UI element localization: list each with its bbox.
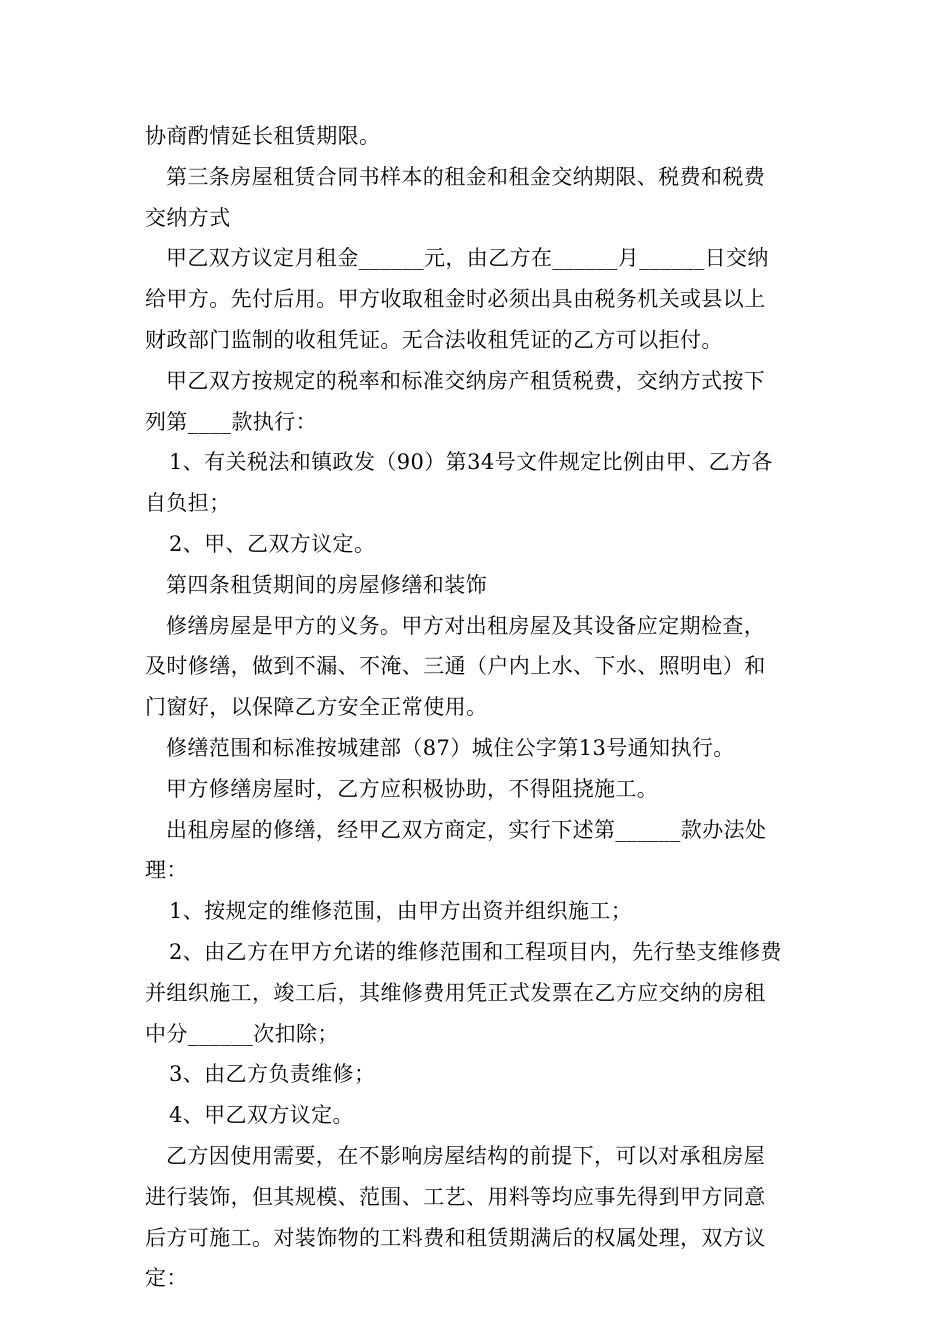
text-line: 后方可施工。对装饰物的工料费和租赁期满后的权属处理，双方议 xyxy=(145,1225,766,1250)
list-item: 1、按规定的维修范围，由甲方出资并组织施工； xyxy=(169,899,633,924)
text-line: 协商酌情延长租赁期限。 xyxy=(145,124,381,148)
text-line: 出租房屋的修缮，经甲乙双方商定，实行下述第______款办法处 xyxy=(166,817,767,842)
list-item: 3、由乙方负责维修； xyxy=(169,1062,376,1087)
text-line: 甲乙双方按规定的税率和标准交纳房产租赁税费，交纳方式按下 xyxy=(166,368,766,393)
text-line: 甲乙双方议定月租金______元，由乙方在______月______日交纳 xyxy=(166,246,769,271)
text-line: 列第____款执行： xyxy=(145,409,317,434)
list-item: 1、有关税法和镇政发（90）第34号文件规定比例由甲、乙方各 xyxy=(169,450,773,475)
text-line: 自负担； xyxy=(145,491,231,516)
text-line: 中分______次扣除； xyxy=(145,1021,339,1046)
text-line: 甲方修缮房屋时，乙方应积极协助，不得阻挠施工。 xyxy=(166,776,659,801)
text-line: 并组织施工，竣工后，其维修费用凭正式发票在乙方应交纳的房租 xyxy=(145,980,766,1005)
list-item: 2、由乙方在甲方允诺的维修范围和工程项目内，先行垫支维修费 xyxy=(169,939,782,964)
text-line: 修缮房屋是甲方的义务。甲方对出租房屋及其设备应定期检查， xyxy=(166,613,766,638)
document-page xyxy=(145,116,805,1299)
text-line: 门窗好，以保障乙方安全正常使用。 xyxy=(145,695,488,720)
list-item: 2、甲、乙双方议定。 xyxy=(169,531,376,556)
text-line: 交纳方式 xyxy=(145,205,231,230)
article-heading: 第三条房屋租赁合同书样本的租金和租金交纳期限、税费和税费 xyxy=(166,164,766,189)
text-line: 财政部门监制的收租凭证。无合法收租凭证的乙方可以拒付。 xyxy=(145,327,723,352)
text-line: 修缮范围和标准按城建部（87）城住公字第13号通知执行。 xyxy=(166,735,735,760)
text-line: 理： xyxy=(145,858,188,883)
list-item: 4、甲乙双方议定。 xyxy=(169,1103,354,1128)
text-line: 乙方因使用需要，在不影响房屋结构的前提下，可以对承租房屋 xyxy=(166,1143,766,1168)
text-line: 定： xyxy=(145,1266,188,1291)
article-heading: 第四条租赁期间的房屋修缮和装饰 xyxy=(166,572,487,597)
text-line: 给甲方。先付后用。甲方收取租金时必须出具由税务机关或县以上 xyxy=(145,287,766,312)
text-line: 及时修缮，做到不漏、不淹、三通（户内上水、下水、照明电）和 xyxy=(145,654,766,679)
text-line: 进行装饰，但其规模、范围、工艺、用料等均应事先得到甲方同意 xyxy=(145,1184,766,1209)
